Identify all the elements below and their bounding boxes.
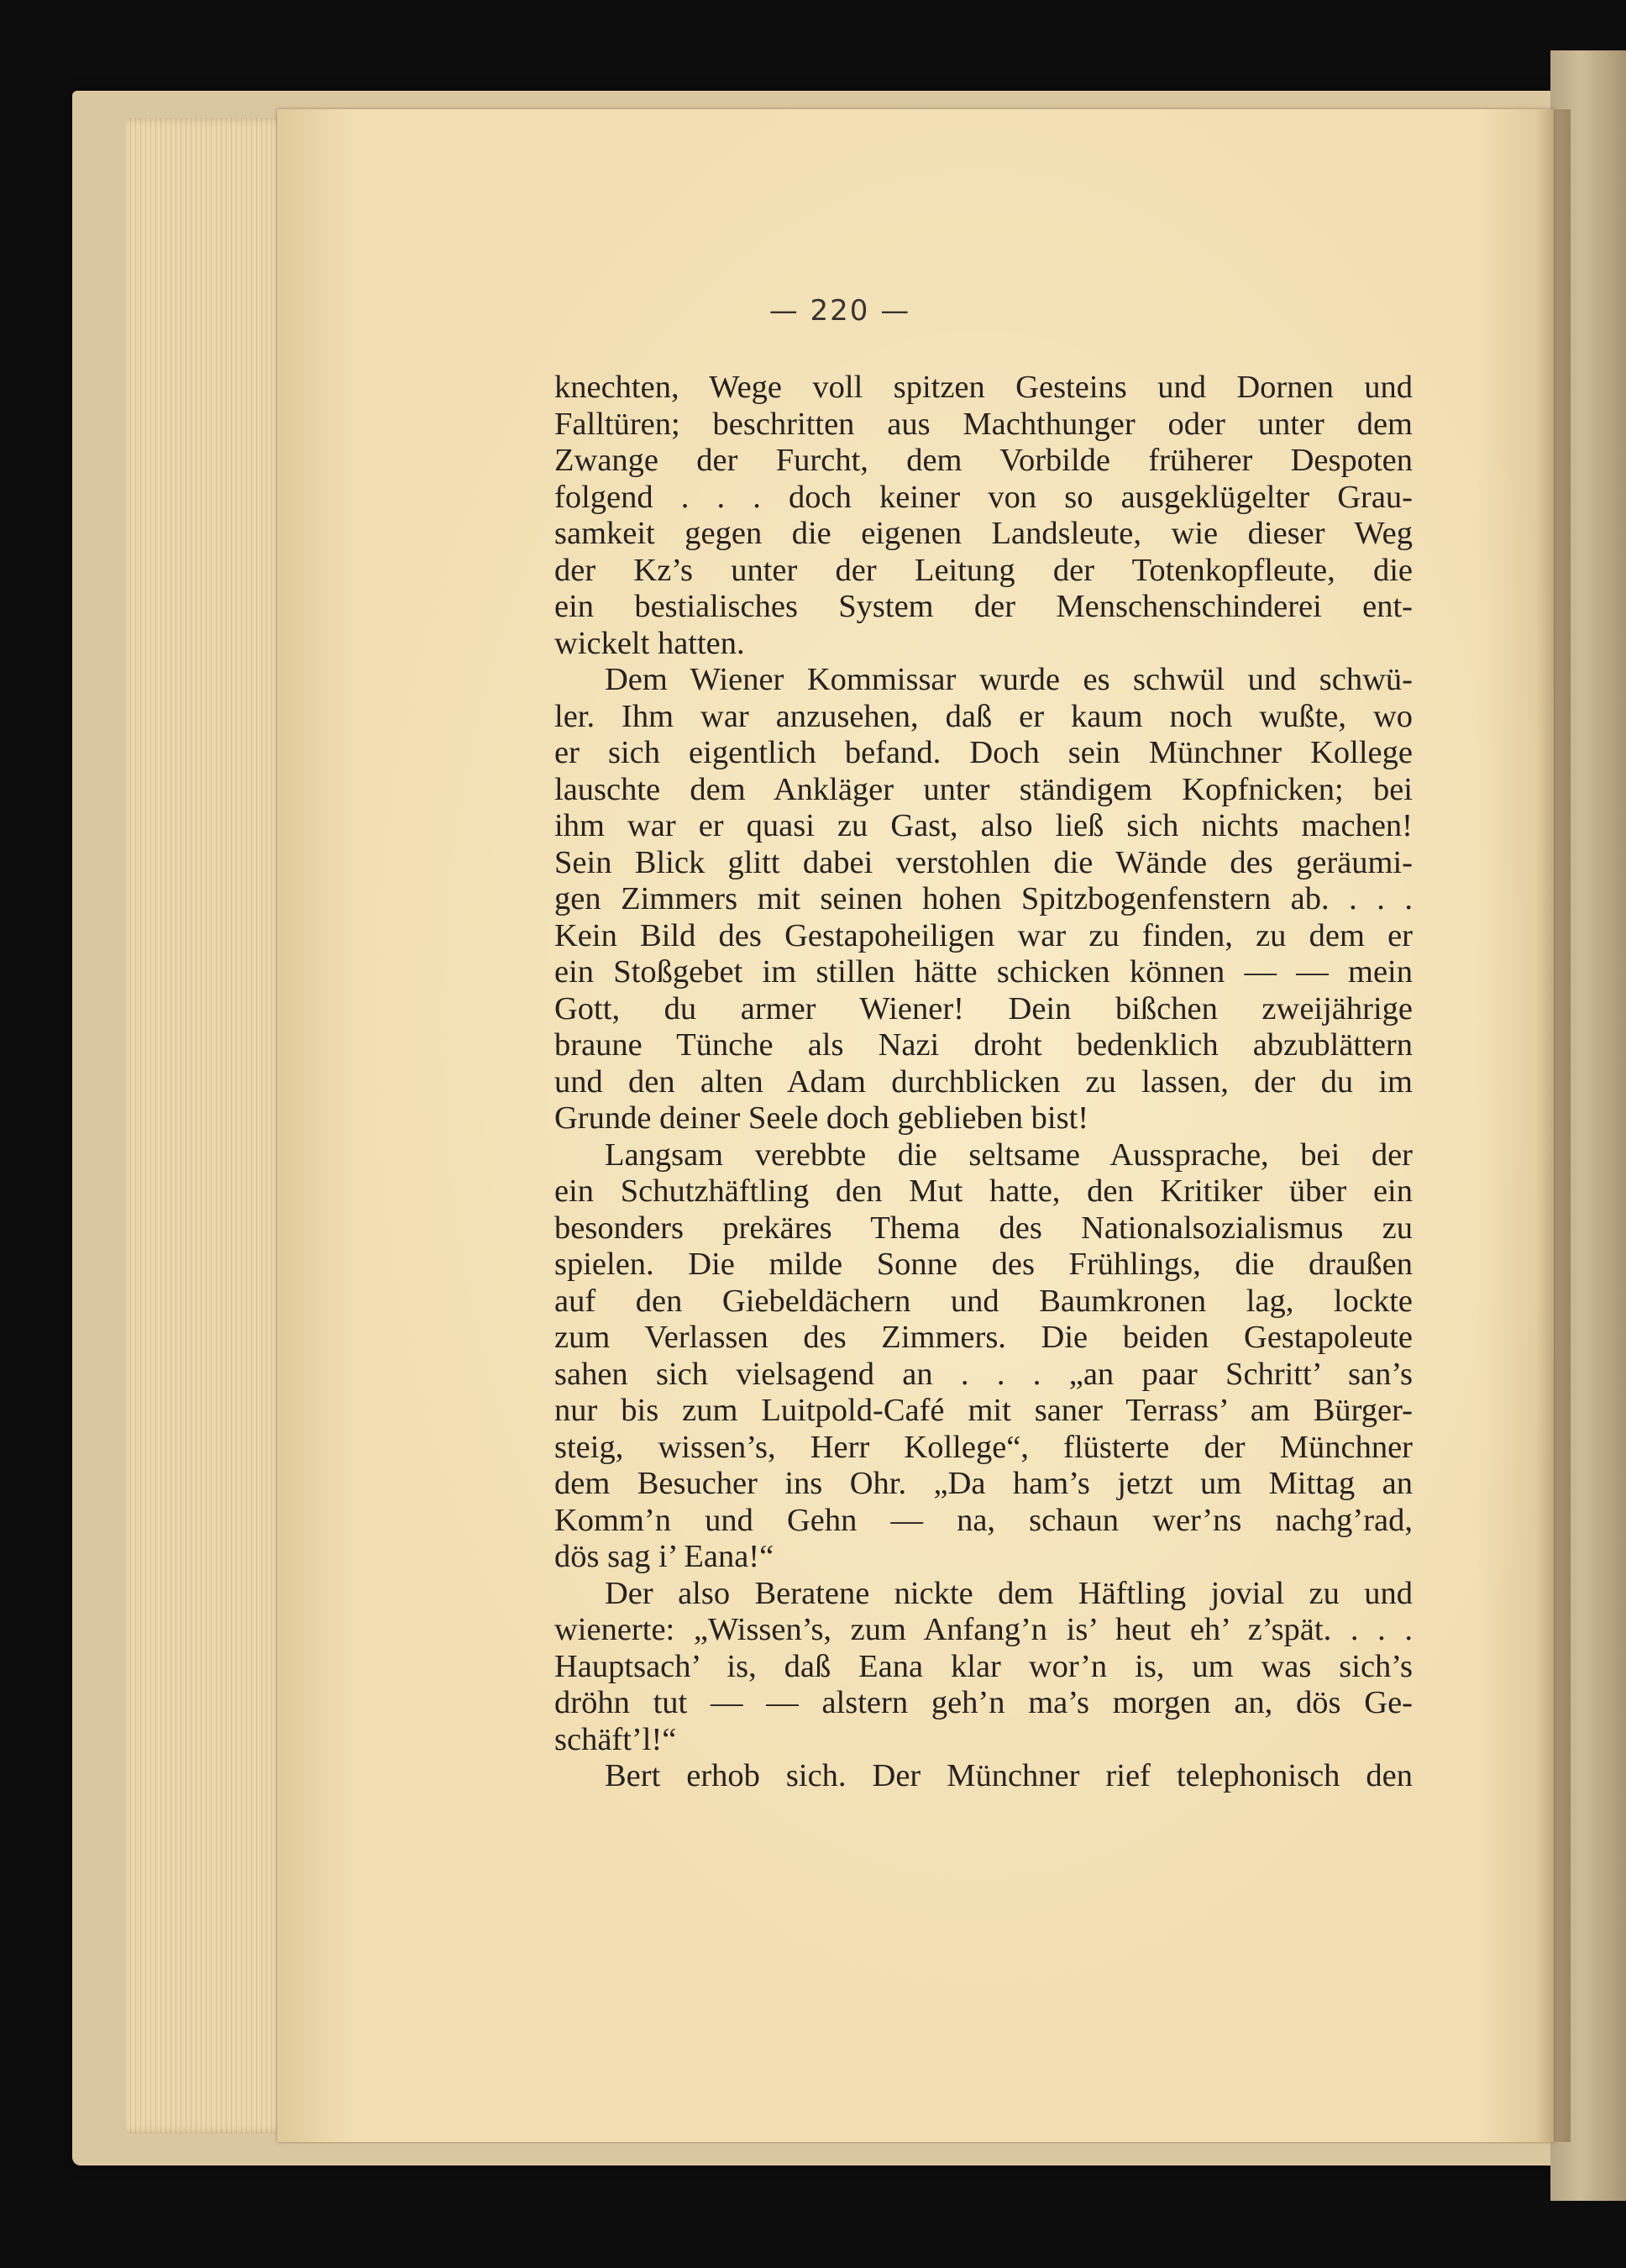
text-line: knechten, Wege voll spitzen Gesteins und Dornen und <box>554 370 1413 405</box>
text-line: und den alten Adam durchblicken zu lassen, der du im <box>554 1063 1413 1100</box>
text-line: zum Verlassen des Zimmers. Die beiden Gestapoleute <box>554 1320 1413 1355</box>
text-line: dem Besucher ins Ohr. „Da ham’s jetzt um Mittag an <box>554 1466 1413 1501</box>
text-line: ler. Ihm war anzusehen, daß er kaum noch wußte, wo <box>554 698 1413 734</box>
text-line: steig, wissen’s, Herr Kollege“, flüsterte der Münchner <box>554 1429 1413 1465</box>
text-line: nur bis zum Luitpold-Café mit saner Terrass’ am Bürger- <box>554 1393 1413 1428</box>
text-line: Langsam verebbte die seltsame Aussprache, bei der <box>605 1137 1413 1173</box>
text-line: ihm war er quasi zu Gast, also ließ sich nichts machen! <box>554 808 1413 843</box>
text-line: wickelt hatten. <box>554 625 745 661</box>
text-line: er sich eigentlich befand. Doch sein Münchner Kollege <box>554 735 1413 770</box>
text-line: Gott, du armer Wiener! Dein bißchen zweijährige <box>554 990 1413 1026</box>
text-line: Hauptsach’ is, daß Eana klar wor’n is, um was sich’s <box>554 1648 1413 1684</box>
text-line: ein bestialisches System der Menschenschinderei ent- <box>554 589 1413 624</box>
page-gutter-shadow <box>1537 109 1571 2142</box>
page-number: — 220 — <box>768 294 911 328</box>
body-text <box>554 370 1413 1795</box>
text-line: auf den Giebeldächern und Baumkronen lag, lockte <box>554 1283 1413 1319</box>
text-line: besonders prekäres Thema des Nationalsozialismus zu <box>554 1210 1413 1246</box>
text-line: dröhn tut — — alstern geh’n ma’s morgen an, dös Ge- <box>554 1685 1413 1720</box>
text-line: Kein Bild des Gestapoheiligen war zu finden, zu dem er <box>554 917 1413 953</box>
text-line: Bert erhob sich. Der Münchner rief telephonisch den <box>605 1758 1413 1793</box>
text-line: ein Schutzhäftling den Mut hatte, den Kritiker über ein <box>554 1173 1413 1209</box>
text-line: spielen. Die milde Sonne des Frühlings, die draußen <box>554 1247 1413 1282</box>
text-line: lauschte dem Ankläger unter ständigem Kopfnicken; bei <box>554 771 1413 807</box>
text-line: folgend . . . doch keiner von so ausgeklügelter Grau- <box>554 479 1413 515</box>
text-line: schäft’l!“ <box>554 1721 677 1757</box>
text-line: Grunde deiner Seele doch geblieben bist! <box>554 1100 1089 1136</box>
text-line: Zwange der Furcht, dem Vorbilde früherer Despoten <box>554 443 1413 478</box>
text-line: gen Zimmers mit seinen hohen Spitzbogenfenstern ab. . . . <box>554 881 1413 916</box>
text-line: sahen sich vielsagend an . . . „an paar Schritt’ san’s <box>554 1356 1413 1392</box>
text-line: samkeit gegen die eigenen Landsleute, wie dieser Weg <box>554 516 1413 551</box>
page-block-edges <box>126 118 294 2134</box>
text-line: der Kz’s unter der Leitung der Totenkopfleute, die <box>554 552 1413 588</box>
text-line: Falltüren; beschritten aus Machthunger oder unter dem <box>554 406 1413 442</box>
text-line: wienerte: „Wissen’s, zum Anfang’n is’ heut eh’ z’spät. . . . <box>554 1612 1413 1647</box>
text-line: Sein Blick glitt dabei verstohlen die Wände des geräumi- <box>554 844 1413 880</box>
text-line: Dem Wiener Kommissar wurde es schwül und schwü- <box>605 662 1413 697</box>
text-line: ein Stoßgebet im stillen hätte schicken können — — mein <box>554 954 1413 990</box>
text-line: Komm’n und Gehn — na, schaun wer’ns nachg’rad, <box>554 1502 1413 1538</box>
text-line: Der also Beratene nickte dem Häftling jovial zu und <box>605 1575 1413 1611</box>
text-line: braune Tünche als Nazi droht bedenklich abzublättern <box>554 1027 1413 1063</box>
text-line: dös sag i’ Eana!“ <box>554 1539 774 1574</box>
